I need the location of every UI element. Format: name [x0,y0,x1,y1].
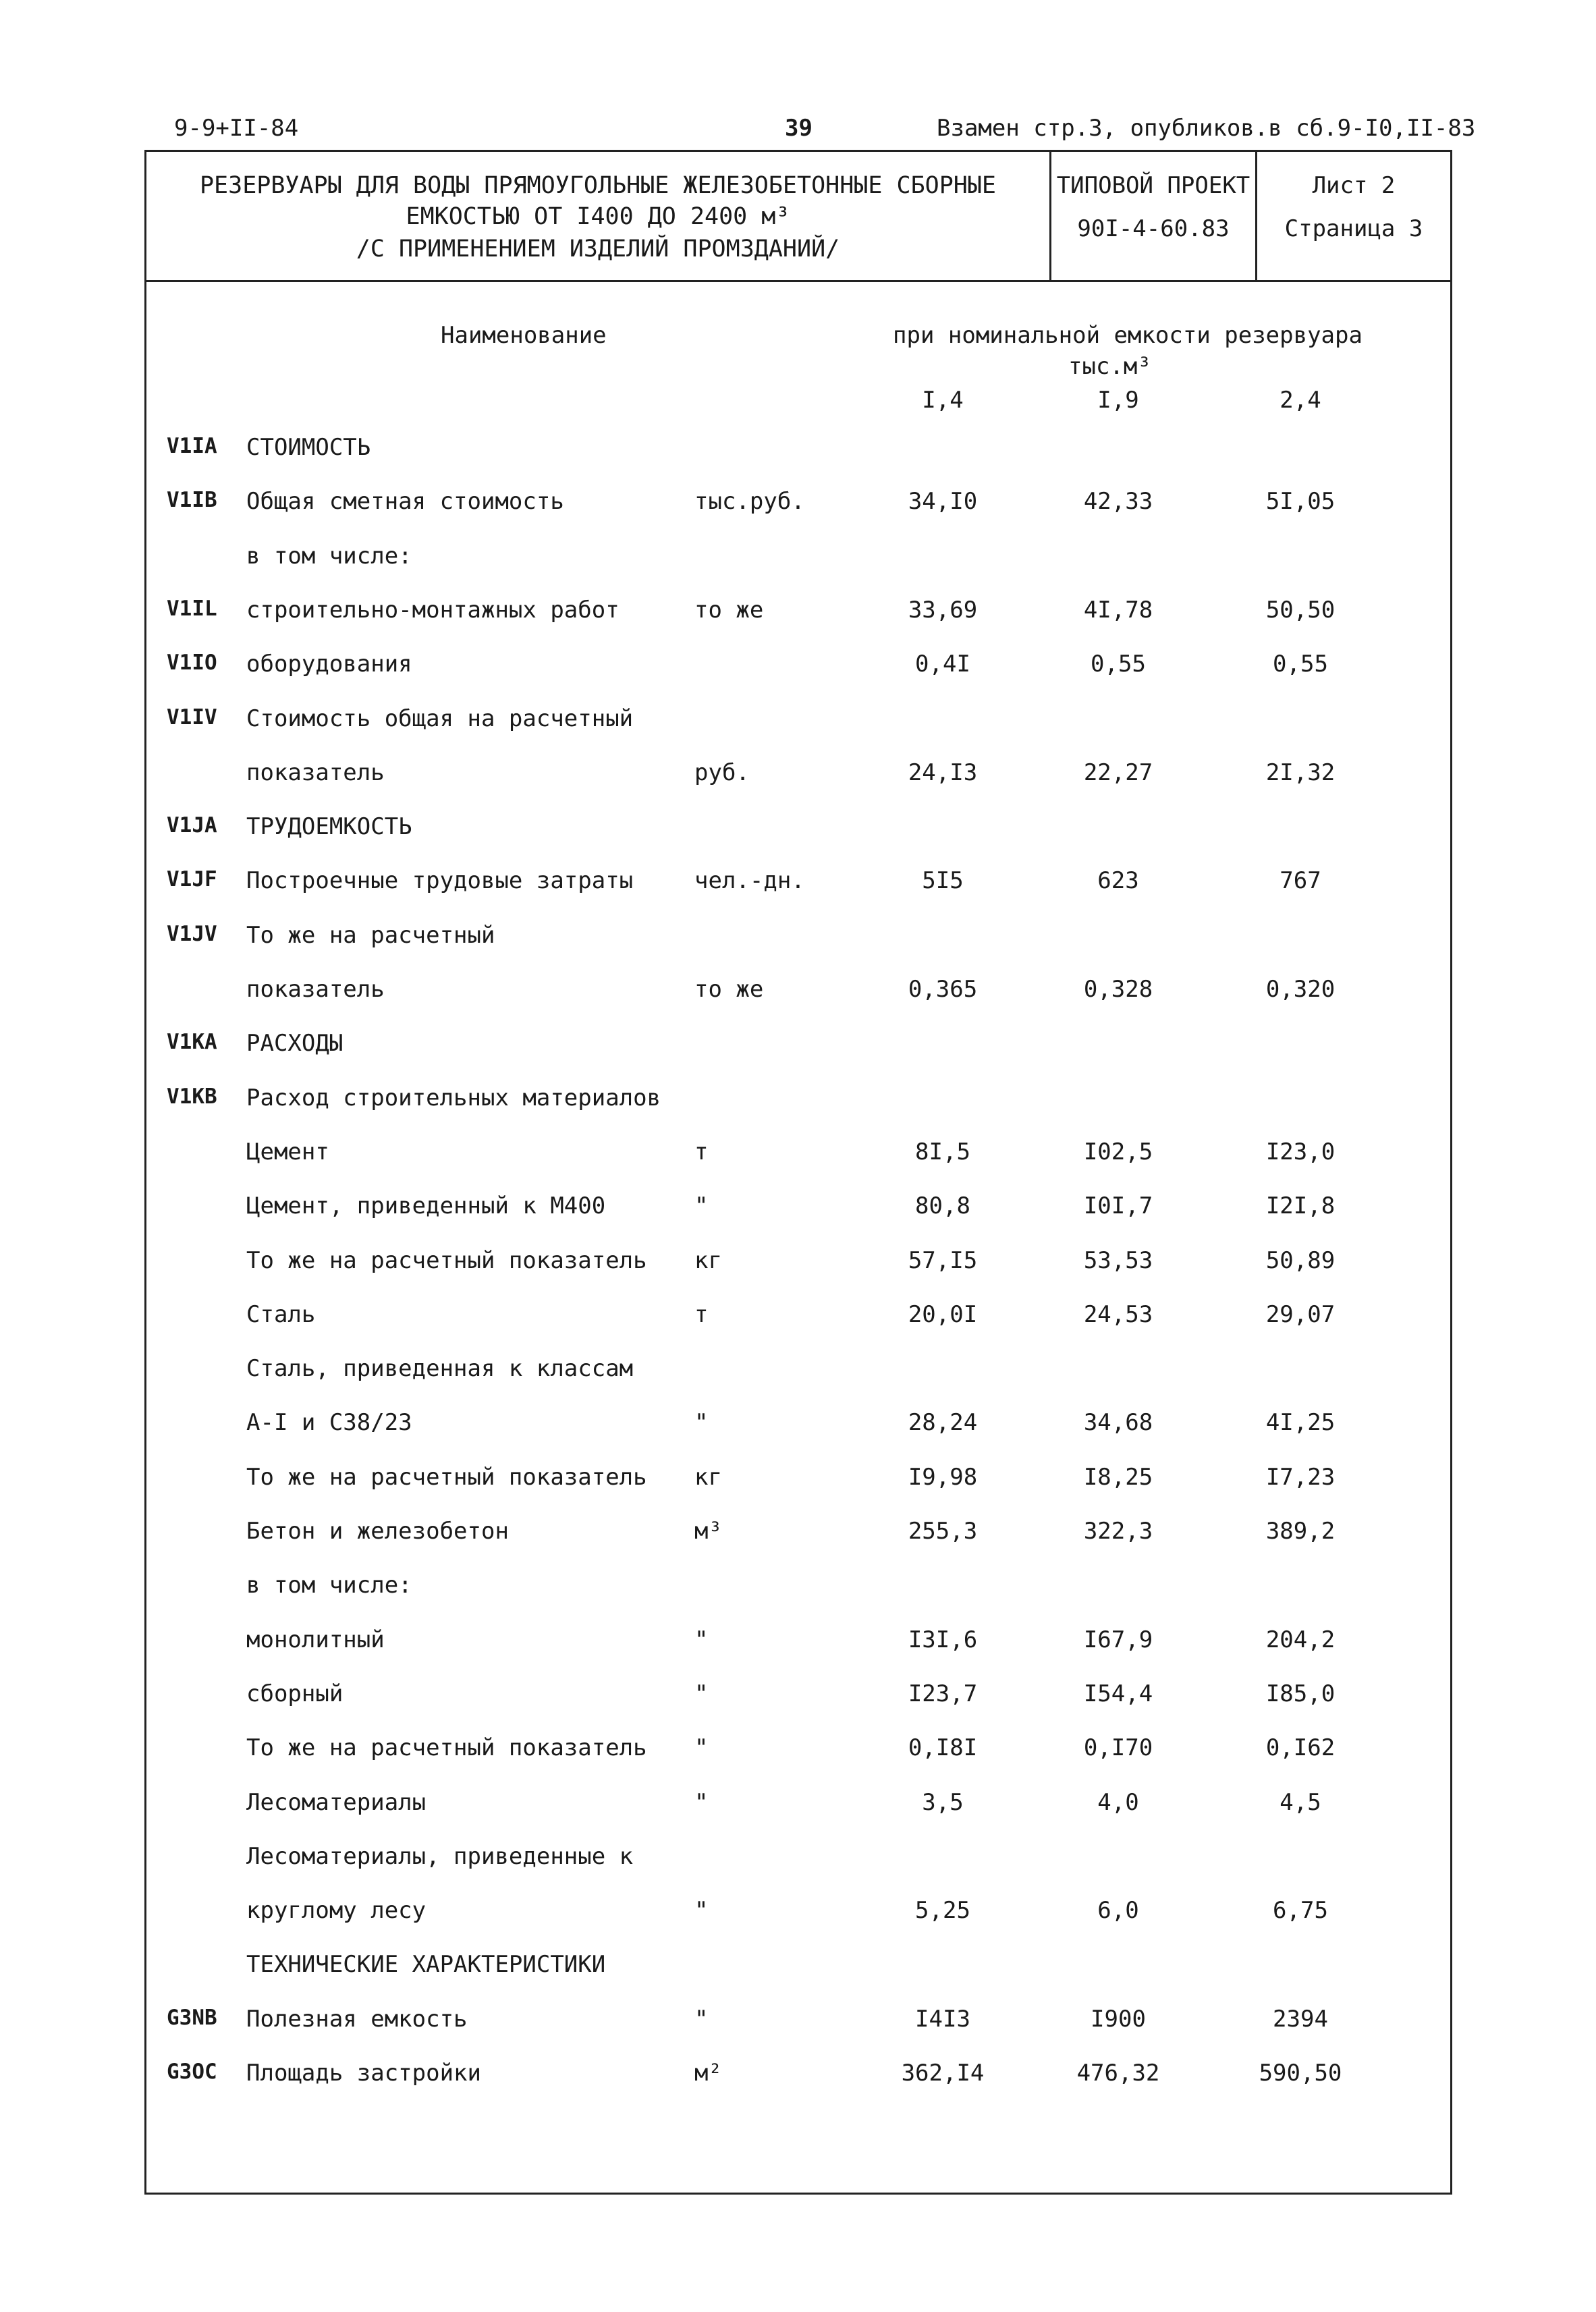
table-row [146,1506,1450,1560]
row-code: G3OC [167,2060,217,2084]
table-row [146,2047,1450,2101]
row-value: 362,I4 [901,2060,985,2087]
row-unit: руб. [694,759,750,786]
table-row [146,693,1450,747]
table-row [146,1614,1450,1668]
row-name: Цемент, приведенный к М400 [246,1192,606,1220]
document-frame [144,150,1452,2195]
page-number: 39 [785,115,813,142]
table-row [146,584,1450,638]
row-value: 6,0 [1097,1897,1139,1925]
row-name: круглому лесу [246,1897,426,1925]
row-name: Лесоматериалы [246,1788,426,1816]
row-value: 33,69 [908,596,978,624]
row-value: I4I3 [915,2005,970,2033]
row-value: 476,32 [1076,2060,1160,2087]
table-row [146,1452,1450,1506]
row-value: 6,75 [1273,1897,1328,1925]
row-value: I0I,7 [1083,1192,1153,1220]
row-value: 22,27 [1083,759,1153,786]
row-value: 2I,32 [1265,759,1336,786]
row-value: I67,9 [1083,1626,1153,1653]
project-number: 90I-4-60.83 [1077,215,1230,242]
row-value: I3I,6 [908,1626,978,1653]
row-value: 80,8 [915,1192,970,1220]
row-name: РАСХОДЫ [246,1030,343,1057]
row-value: I02,5 [1083,1138,1153,1165]
row-value: I7,23 [1265,1463,1336,1491]
row-unit: " [694,1897,709,1925]
row-unit: кг [694,1246,722,1274]
row-code: V1IO [167,651,217,676]
row-name: Построечные трудовые затраты [246,867,634,895]
row-value: I8,25 [1083,1463,1153,1491]
indicator-table [146,152,1450,2193]
row-code: V1JF [167,867,217,892]
page-label: Страница 3 [1284,215,1423,242]
row-name: в том числе: [246,542,412,570]
table-row [146,1722,1450,1776]
table-row [146,1289,1450,1343]
capacity-unit: тыс.м³ [1068,353,1151,380]
table-row [146,1939,1450,1993]
row-unit: м² [694,2060,722,2087]
row-name: То же на расчетный показатель [246,1463,647,1491]
row-unit: " [694,1788,709,1816]
row-value: 0,328 [1083,976,1153,1003]
row-unit: т [694,1300,709,1328]
row-value: 389,2 [1265,1518,1336,1545]
table-row [146,638,1450,692]
row-value: 255,3 [908,1518,978,1545]
table-row [146,801,1450,855]
row-unit: " [694,1680,709,1707]
capacity-value: 2,4 [1279,387,1321,414]
name-column-header: Наименование [441,322,607,349]
row-name: Общая сметная стоимость [246,488,564,516]
row-unit: " [694,1192,709,1220]
row-unit: " [694,2005,709,2033]
row-name: ТРУДОЕМКОСТЬ [246,813,412,841]
row-name: строительно-монтажных работ [246,596,620,624]
row-name: Сталь, приведенная к классам [246,1355,634,1383]
row-unit: кг [694,1463,722,1491]
title-line: /С ПРИМЕНЕНИЕМ ИЗДЕЛИЙ ПРОМЗДАНИЙ/ [356,236,840,263]
table-row [146,422,1450,476]
row-unit: то же [694,596,764,624]
row-name: То же на расчетный [246,921,495,949]
row-value: 5I,05 [1265,488,1336,516]
document-code: 9-9+II-84 [174,115,299,142]
row-value: I85,0 [1265,1680,1336,1707]
capacity-value: I,4 [922,387,964,414]
table-row [146,1180,1450,1234]
row-name: показатель [246,976,385,1003]
row-code: V1IA [167,434,217,458]
capacity-header: при номинальной емкости резервуара [893,322,1363,349]
row-value: 4,0 [1097,1788,1139,1816]
row-value: 24,I3 [908,759,978,786]
row-value: 204,2 [1265,1626,1336,1653]
row-code: V1IB [167,488,217,513]
row-value: 8I,5 [915,1138,970,1165]
replacement-note: Взамен стр.3, опубликов.в сб.9-I0,II-83 [937,115,1476,142]
row-value: I9,98 [908,1463,978,1491]
row-value: 50,89 [1265,1246,1336,1274]
row-name: Сталь [246,1300,316,1328]
row-name: Полезная емкость [246,2005,468,2033]
table-row [146,1831,1450,1885]
row-name: Лесоматериалы, приведенные к [246,1842,634,1870]
capacity-value: I,9 [1097,387,1139,414]
row-value: 0,55 [1273,651,1328,678]
row-value: I23,7 [908,1680,978,1707]
row-value: 0,365 [908,976,978,1003]
row-value: I900 [1091,2005,1146,2033]
row-name: A-I и С38/23 [246,1409,412,1437]
title-line: ЕМКОСТЬЮ ОТ I400 ДО 2400 м³ [406,203,790,230]
row-value: 0,4I [915,651,970,678]
row-code: V1JA [167,813,217,838]
row-value: I23,0 [1265,1138,1336,1165]
row-value: 57,I5 [908,1246,978,1274]
row-name: То же на расчетный показатель [246,1246,647,1274]
row-value: 50,50 [1265,596,1336,624]
row-value: I54,4 [1083,1680,1153,1707]
row-value: 0,I8I [908,1734,978,1762]
row-value: 4I,78 [1083,596,1153,624]
row-name: Площадь застройки [246,2060,481,2087]
row-value: 5,25 [915,1897,970,1925]
row-value: 0,I70 [1083,1734,1153,1762]
row-name: оборудования [246,651,412,678]
row-value: 2394 [1273,2005,1328,2033]
row-value: 0,I62 [1265,1734,1336,1762]
row-name: Стоимость общая на расчетный [246,705,634,732]
row-name: монолитный [246,1626,385,1653]
row-unit: то же [694,976,764,1003]
table-row [146,747,1450,801]
row-value: 590,50 [1259,2060,1342,2087]
table-row [146,1777,1450,1831]
row-value: 0,320 [1265,976,1336,1003]
row-code: V1IL [167,596,217,621]
row-name: Цемент [246,1138,329,1165]
row-code: G3NB [167,2005,217,2030]
row-name: в том числе: [246,1572,412,1599]
table-row [146,1885,1450,1939]
row-code: V1KB [167,1084,217,1109]
row-code: V1JV [167,921,217,946]
table-row [146,1993,1450,2047]
row-value: 623 [1097,867,1139,895]
row-value: I2I,8 [1265,1192,1336,1220]
title-line: РЕЗЕРВУАРЫ ДЛЯ ВОДЫ ПРЯМОУГОЛЬНЫЕ ЖЕЛЕЗОБЕТОННЫЕ СБОРНЫЕ [199,172,997,199]
row-name: Бетон и железобетон [246,1518,509,1545]
row-value: 4,5 [1279,1788,1321,1816]
table-row [146,1668,1450,1722]
row-code: V1IV [167,705,217,730]
row-value: 322,3 [1083,1518,1153,1545]
table-row [146,1018,1450,1072]
row-value: 24,53 [1083,1300,1153,1328]
row-unit: " [694,1734,709,1762]
row-value: 53,53 [1083,1246,1153,1274]
row-unit: " [694,1626,709,1653]
row-name: СТОИМОСТЬ [246,434,371,461]
row-value: 34,68 [1083,1409,1153,1437]
row-name: сборный [246,1680,343,1707]
row-value: 34,I0 [908,488,978,516]
table-row [146,855,1450,909]
table-row [146,1560,1450,1614]
row-unit: тыс.руб. [694,488,805,516]
table-row [146,1343,1450,1397]
row-unit: м³ [694,1518,722,1545]
row-value: 5I5 [922,867,964,895]
row-value: 20,0I [908,1300,978,1328]
row-name: Расход строительных материалов [246,1084,661,1111]
table-row [146,1235,1450,1289]
row-name: То же на расчетный показатель [246,1734,647,1762]
table-row [146,1126,1450,1180]
row-unit: " [694,1409,709,1437]
table-row [146,964,1450,1018]
table-row [146,1397,1450,1451]
sheet-number: Лист 2 [1312,172,1396,199]
row-value: 4I,25 [1265,1409,1336,1437]
project-label: ТИПОВОЙ ПРОЕКТ [1056,172,1250,199]
row-value: 0,55 [1091,651,1146,678]
row-value: 767 [1279,867,1321,895]
table-row [146,1072,1450,1126]
row-value: 42,33 [1083,488,1153,516]
row-name: ТЕХНИЧЕСКИЕ ХАРАКТЕРИСТИКИ [246,1951,606,1979]
table-row [146,910,1450,964]
row-name: показатель [246,759,385,786]
row-code: V1KA [167,1030,217,1055]
table-row [146,530,1450,584]
row-value: 3,5 [922,1788,964,1816]
row-unit: т [694,1138,709,1165]
row-unit: чел.-дн. [694,867,805,895]
row-value: 28,24 [908,1409,978,1437]
row-value: 29,07 [1265,1300,1336,1328]
table-row [146,476,1450,530]
